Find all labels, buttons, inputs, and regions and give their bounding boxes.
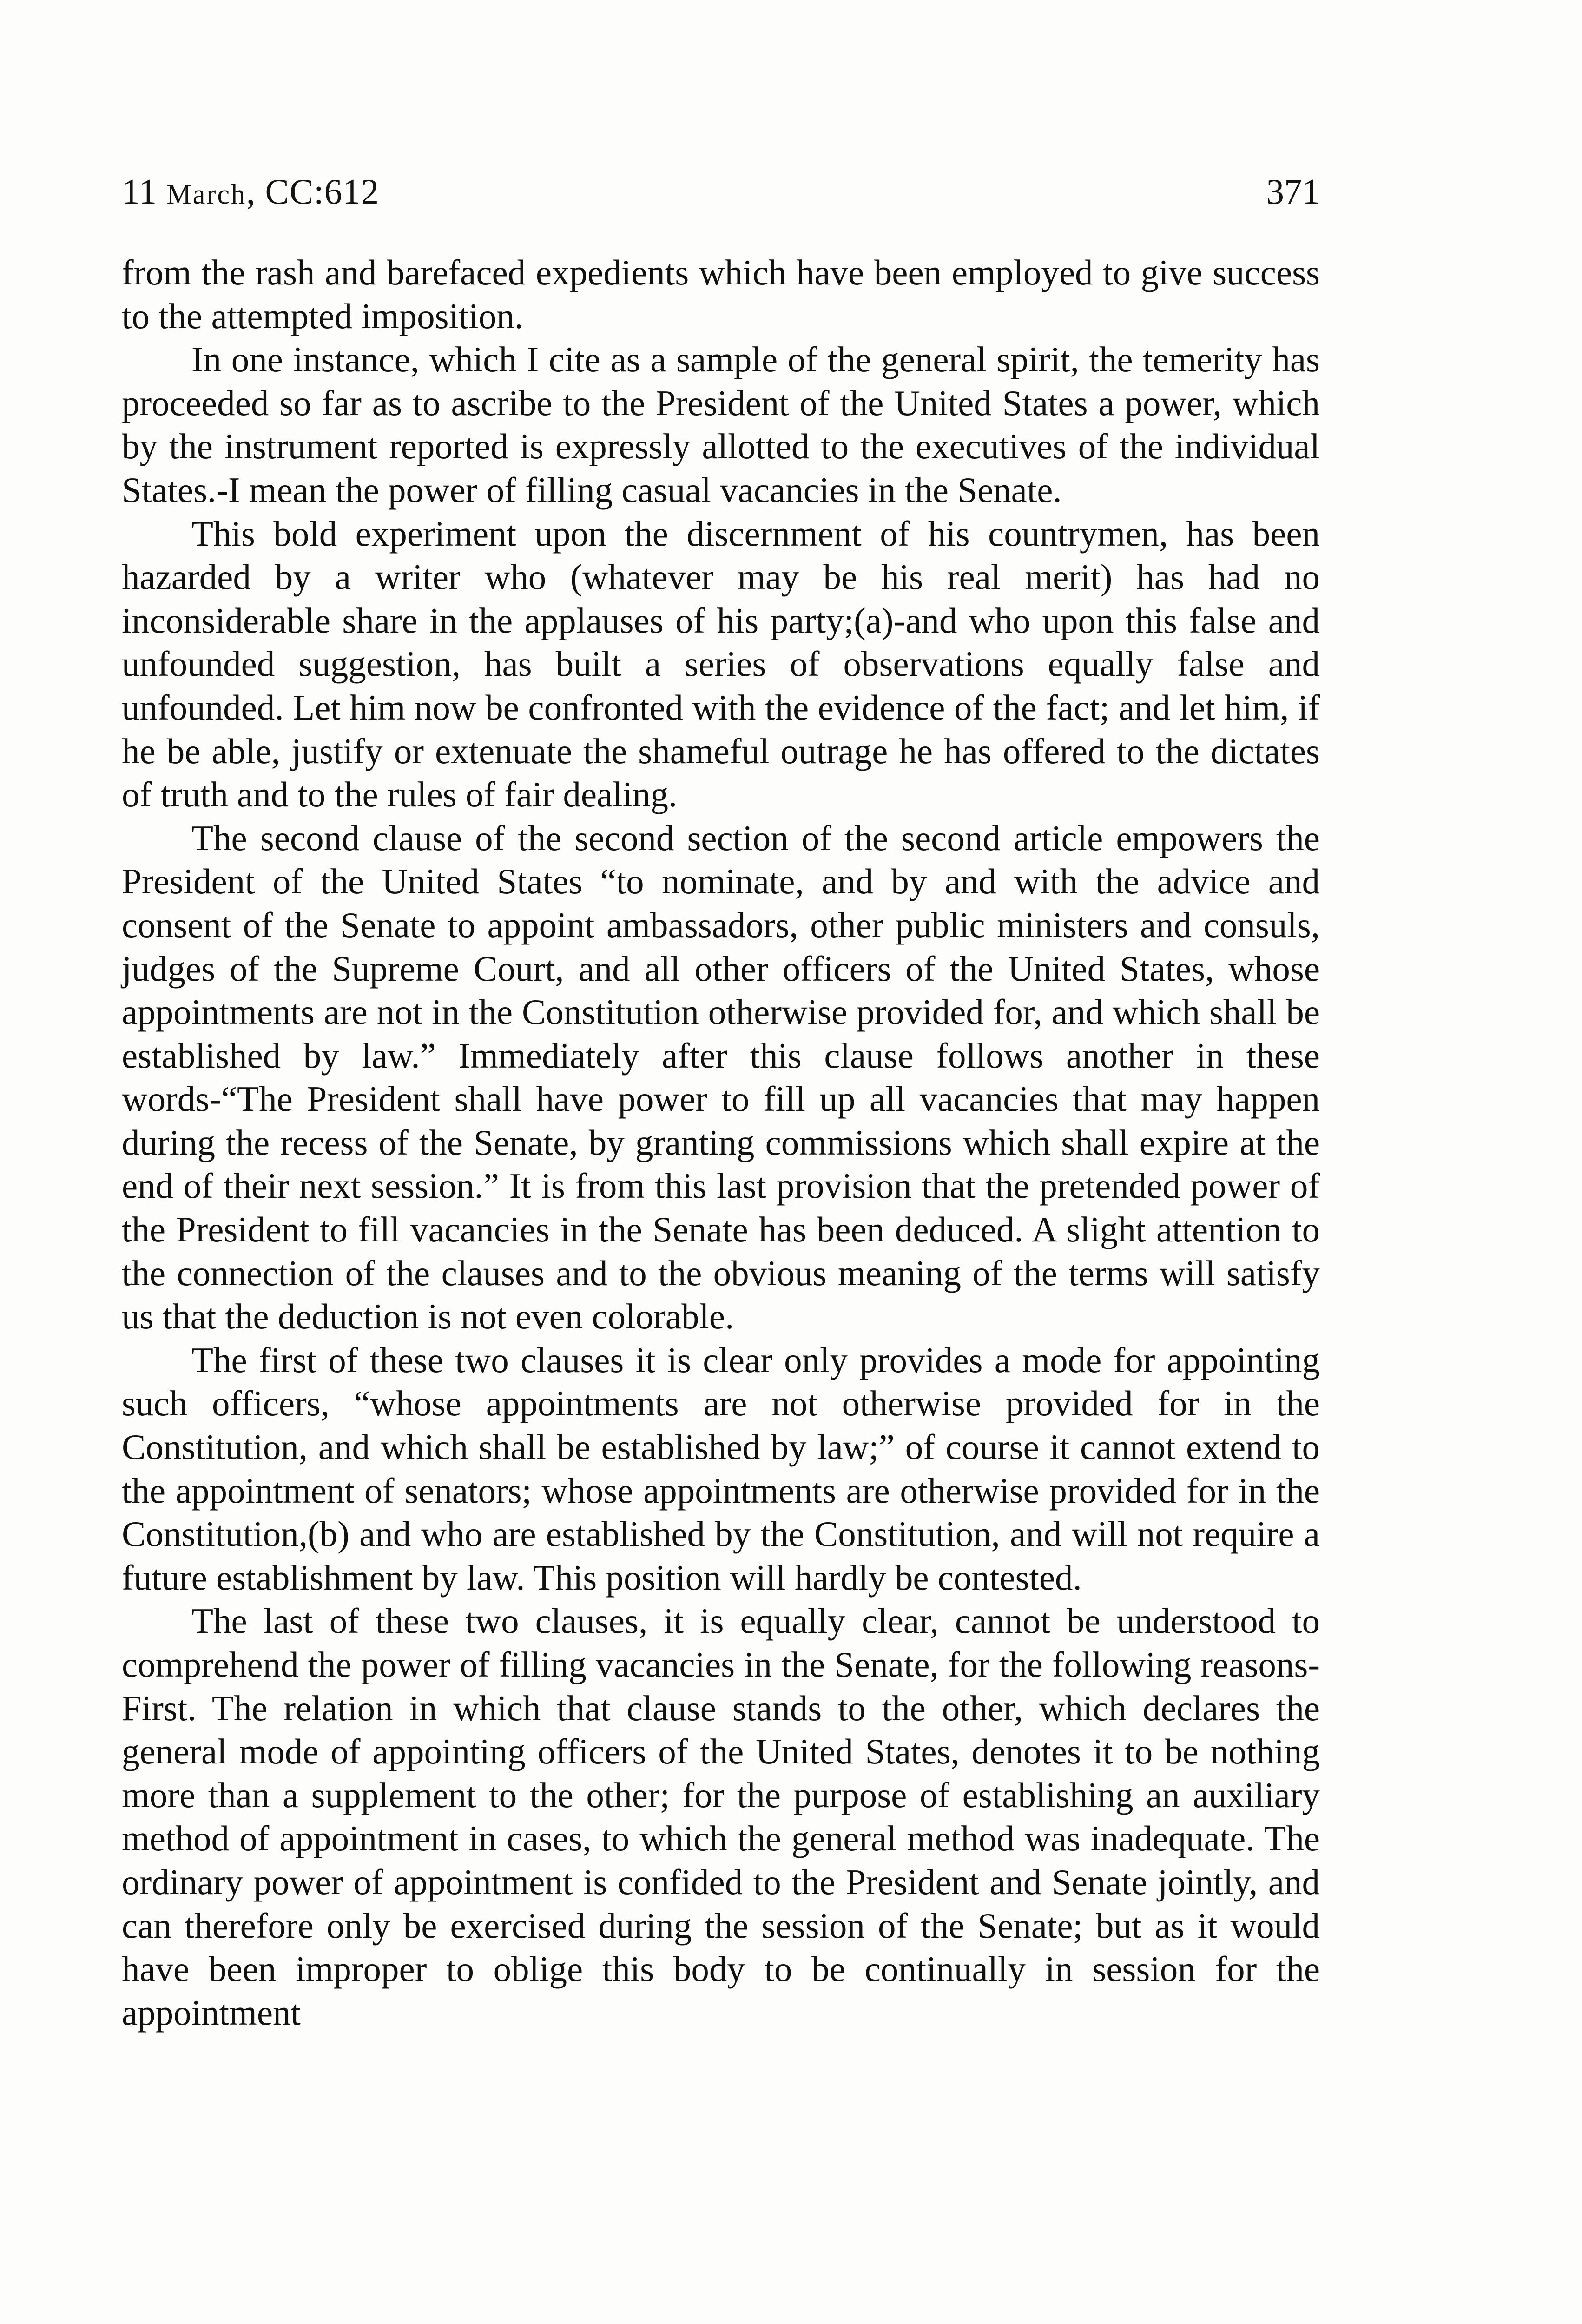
paragraph-2: In one instance, which I cite as a sample of the general spirit, the temerity has proceeded so far as to ascribe to the President of the United States a power, which by the instrument reported is expressly allotted to the executives of the individual States.-I mean the power of filling casual vacancies in the Senate.	[122, 339, 1320, 510]
running-head-day: 11	[122, 172, 167, 211]
paragraph-5: The first of these two clauses it is clear only provides a mode for appointing such officers, “whose appointments are not otherwise provided for in the Constitution, and which shall be established by law;” of course it cannot extend to the appointment of senators; whose appointments are otherwise provided for in the Constitution,(b) and who are established by the Constitution, and will not require a future establishment by law. This position will hardly be contested.	[122, 1340, 1320, 1598]
paragraph-1: from the rash and barefaced expedients which have been employed to give success to the attempted imposition.	[122, 252, 1320, 336]
paragraph-3: This bold experiment upon the discernment of his countrymen, has been hazarded by a writer who (whatever may be his real merit) has had no inconsiderable share in the applauses of his party;(a)-and who upon this false and unfounded suggestion, has built a series of observations equally false and unfounded. Let him now be confronted with the evidence of the fact; and let him, if he be able, justify or extenuate the shameful outrage he has offered to the dictates of truth and to the rules of fair dealing.	[122, 513, 1320, 815]
page-header	[122, 171, 1320, 222]
paragraph-4: The second clause of the second section of the second article empowers the President of the United States “to nominate, and by and with the advice and consent of the Senate to appoint ambassadors, other public ministers and consuls, judges of the Supreme Court, and all other officers of the United States, whose appointments are not in the Constitution otherwise provided for, and which shall be established by law.” Immediately after this clause follows another in these words-“The President shall have power to fill up all vacancies that may happen during the recess of the Senate, by granting commissions which shall expire at the end of their next session.” It is from this last provision that the pretended power of the President to fill vacancies in the Senate has been deduced. A slight attention to the connection of the clauses and to the obvious meaning of the terms will satisfy us that the deduction is not even colorable.	[122, 818, 1320, 1337]
body-text	[122, 251, 1320, 2034]
running-head-ref: , CC:612	[246, 172, 380, 211]
page-number: 371	[1266, 172, 1320, 211]
paragraph-6: The last of these two clauses, it is equally clear, cannot be understood to comprehend the power of filling vacancies in the Senate, for the following reasons-First. The relation in which that clause stands to the other, which declares the general mode of appointing officers of the United States, denotes it to be nothing more than a supplement to the other; for the purpose of establishing an auxiliary method of appointment in cases, to which the general method was inadequate. The ordinary power of appointment is confided to the President and Senate jointly, and can therefore only be exercised during the session of the Senate; but as it would have been improper to oblige this body to be continually in session for the appointment	[122, 1601, 1320, 2033]
running-head-month: March	[166, 179, 246, 210]
running-head	[122, 171, 379, 212]
